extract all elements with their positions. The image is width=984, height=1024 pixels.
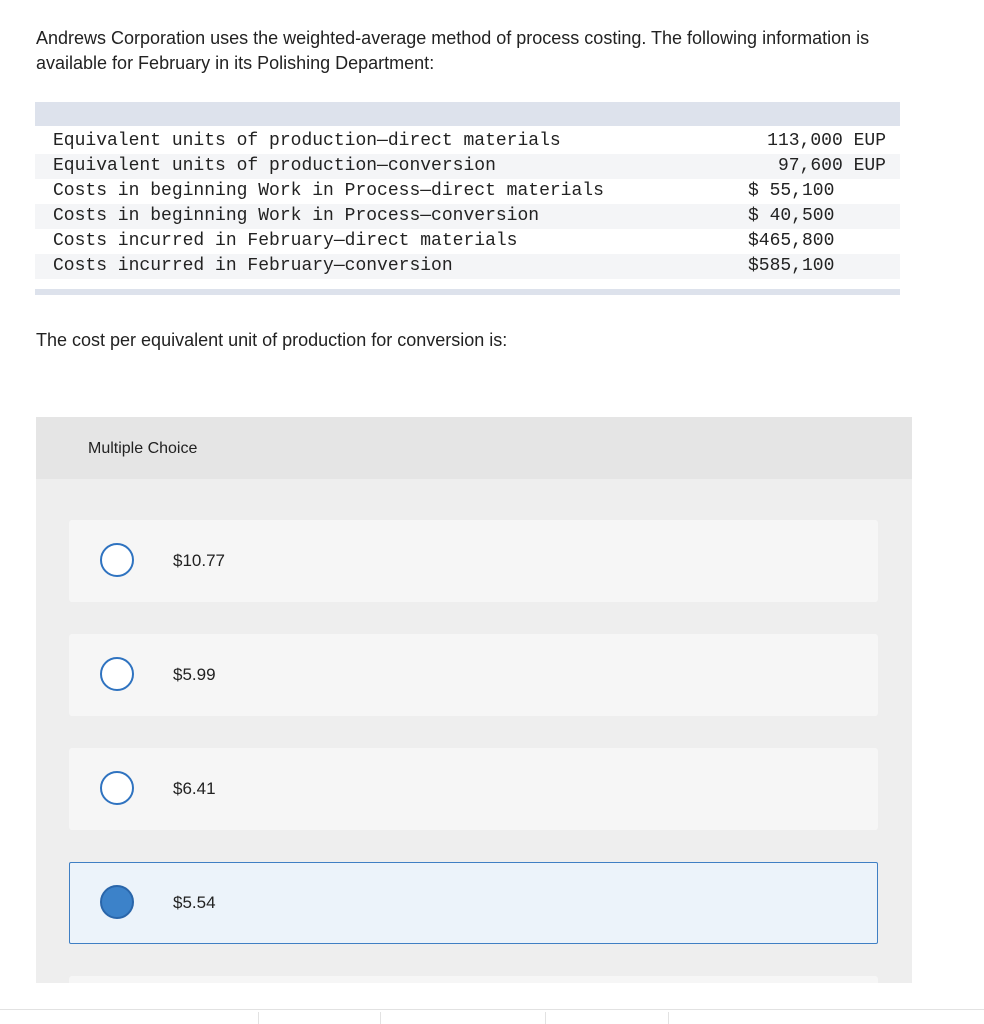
radio-button-icon[interactable] [100, 657, 134, 691]
option-label: $5.54 [173, 893, 216, 912]
answer-option-3[interactable] [69, 748, 878, 830]
footer-divider [0, 1009, 984, 1010]
multiple-choice-panel [36, 417, 912, 983]
radio-button-icon[interactable] [100, 771, 134, 805]
answer-option-2[interactable] [69, 634, 878, 716]
footer-divider-tick [258, 1012, 259, 1024]
row-label: Equivalent units of production—conversion [53, 156, 496, 176]
table-row [35, 204, 900, 229]
table-row [35, 179, 900, 204]
answer-option-1[interactable] [69, 520, 878, 602]
radio-button-selected-icon[interactable] [100, 885, 134, 919]
row-label: Equivalent units of production—direct materials [53, 131, 561, 151]
answer-option-5-partial[interactable] [69, 976, 878, 983]
row-value: $465,800 [748, 231, 835, 251]
row-label: Costs in beginning Work in Process—conversion [53, 206, 540, 226]
row-label: Costs incurred in February—conversion [53, 256, 453, 276]
row-value: 97,600 EUP [777, 156, 886, 176]
multiple-choice-header [36, 417, 912, 479]
footer-divider-tick [668, 1012, 669, 1024]
row-label: Costs in beginning Work in Process—direct materials [53, 181, 604, 201]
footer-divider-tick [380, 1012, 381, 1024]
table-row [35, 229, 900, 254]
row-value: $ 55,100 [748, 181, 835, 201]
answer-option-4[interactable] [69, 862, 878, 944]
row-value: 113,000 EUP [767, 131, 886, 151]
option-label: $6.41 [173, 779, 216, 798]
table-row [35, 154, 900, 179]
row-label: Costs incurred in February—direct materials [53, 231, 518, 251]
question-prompt: The cost per equivalent unit of production for conversion is: [36, 330, 508, 350]
footer-divider-tick [545, 1012, 546, 1024]
option-label: $5.99 [173, 665, 216, 684]
question-intro: Andrews Corporation uses the weighted-average method of process costing. The following information is available for February in its Polishing Department: [36, 28, 870, 73]
table-row [35, 254, 900, 279]
data-table [35, 102, 900, 295]
multiple-choice-title: Multiple Choice [88, 440, 198, 457]
option-label: $10.77 [173, 551, 225, 570]
radio-button-icon[interactable] [100, 543, 134, 577]
row-value: $585,100 [748, 256, 835, 276]
table-row [35, 129, 900, 154]
row-value: $ 40,500 [748, 206, 835, 226]
